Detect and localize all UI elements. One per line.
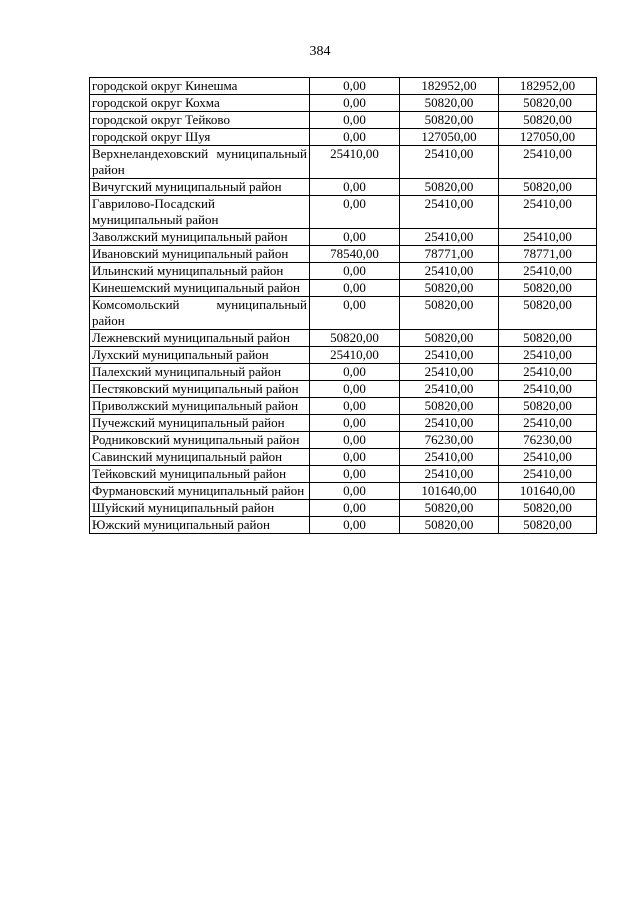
value-cell-1: 0,00: [310, 112, 400, 129]
row-name-cell: Тейковский муниципальный район: [90, 466, 310, 483]
value-cell-1: 0,00: [310, 381, 400, 398]
table-row: [90, 112, 597, 129]
page-number: 384: [309, 44, 331, 59]
table-row: [90, 146, 597, 179]
row-name-cell: Приволжский муниципальный район: [90, 398, 310, 415]
value-cell-2: 25410,00: [400, 229, 499, 246]
value-cell-1: 0,00: [310, 398, 400, 415]
row-name-cell: городской округ Шуя: [90, 129, 310, 146]
value-cell-2: 50820,00: [400, 179, 499, 196]
row-name-cell: Лежневский муниципальный район: [90, 330, 310, 347]
row-name-cell: Кинешемский муниципальный район: [90, 280, 310, 297]
value-cell-2: 50820,00: [400, 280, 499, 297]
value-cell-2: 25410,00: [400, 381, 499, 398]
value-cell-2: 50820,00: [400, 297, 499, 330]
value-cell-2: 50820,00: [400, 95, 499, 112]
value-cell-2: 78771,00: [400, 246, 499, 263]
value-cell-3: 101640,00: [499, 483, 597, 500]
value-cell-3: 25410,00: [499, 449, 597, 466]
table-row: [90, 449, 597, 466]
value-cell-3: 50820,00: [499, 95, 597, 112]
value-cell-1: 25410,00: [310, 146, 400, 179]
row-name-cell: Савинский муниципальный район: [90, 449, 310, 466]
value-cell-2: 25410,00: [400, 263, 499, 280]
table-row: [90, 246, 597, 263]
table-row: [90, 280, 597, 297]
table-row: [90, 432, 597, 449]
table-row: [90, 517, 597, 534]
value-cell-2: 25410,00: [400, 364, 499, 381]
row-name-cell: Вичугский муниципальный район: [90, 179, 310, 196]
value-cell-3: 50820,00: [499, 517, 597, 534]
value-cell-3: 25410,00: [499, 229, 597, 246]
value-cell-3: 78771,00: [499, 246, 597, 263]
row-name-cell: Шуйский муниципальный район: [90, 500, 310, 517]
value-cell-3: 50820,00: [499, 398, 597, 415]
value-cell-2: 50820,00: [400, 398, 499, 415]
value-cell-3: 50820,00: [499, 297, 597, 330]
value-cell-2: 127050,00: [400, 129, 499, 146]
value-cell-3: 25410,00: [499, 263, 597, 280]
value-cell-1: 50820,00: [310, 330, 400, 347]
table-row: [90, 297, 597, 330]
value-cell-3: 50820,00: [499, 500, 597, 517]
value-cell-1: 25410,00: [310, 347, 400, 364]
table-row: [90, 466, 597, 483]
table-row: [90, 330, 597, 347]
table-row: [90, 500, 597, 517]
data-table: [89, 77, 597, 534]
value-cell-1: 0,00: [310, 297, 400, 330]
value-cell-2: 50820,00: [400, 330, 499, 347]
value-cell-3: 50820,00: [499, 179, 597, 196]
value-cell-1: 0,00: [310, 263, 400, 280]
table-body: [90, 78, 597, 534]
table-row: [90, 196, 597, 229]
value-cell-3: 182952,00: [499, 78, 597, 95]
row-name-cell: Лухский муниципальный район: [90, 347, 310, 364]
value-cell-3: 76230,00: [499, 432, 597, 449]
table-row: [90, 483, 597, 500]
value-cell-1: 78540,00: [310, 246, 400, 263]
value-cell-2: 25410,00: [400, 415, 499, 432]
value-cell-3: 25410,00: [499, 347, 597, 364]
table-row: [90, 95, 597, 112]
value-cell-1: 0,00: [310, 229, 400, 246]
row-name-cell: Заволжский муниципальный район: [90, 229, 310, 246]
value-cell-1: 0,00: [310, 500, 400, 517]
value-cell-1: 0,00: [310, 78, 400, 95]
value-cell-1: 0,00: [310, 449, 400, 466]
value-cell-2: 25410,00: [400, 196, 499, 229]
value-cell-2: 182952,00: [400, 78, 499, 95]
table-row: [90, 179, 597, 196]
value-cell-3: 50820,00: [499, 112, 597, 129]
value-cell-2: 25410,00: [400, 347, 499, 364]
row-name-cell: Родниковский муниципальный район: [90, 432, 310, 449]
value-cell-2: 101640,00: [400, 483, 499, 500]
row-name-cell: Пестяковский муниципальный район: [90, 381, 310, 398]
value-cell-1: 0,00: [310, 483, 400, 500]
value-cell-1: 0,00: [310, 415, 400, 432]
row-name-cell: городской округ Тейково: [90, 112, 310, 129]
table-row: [90, 129, 597, 146]
table-row: [90, 364, 597, 381]
value-cell-2: 50820,00: [400, 517, 499, 534]
value-cell-3: 25410,00: [499, 196, 597, 229]
table-row: [90, 229, 597, 246]
value-cell-1: 0,00: [310, 517, 400, 534]
value-cell-3: 25410,00: [499, 415, 597, 432]
value-cell-3: 127050,00: [499, 129, 597, 146]
table-row: [90, 347, 597, 364]
value-cell-1: 0,00: [310, 179, 400, 196]
row-name-cell: городской округ Кохма: [90, 95, 310, 112]
row-name-cell: городской округ Кинешма: [90, 78, 310, 95]
value-cell-3: 25410,00: [499, 466, 597, 483]
row-name-cell: Пучежский муниципальный район: [90, 415, 310, 432]
row-name-cell: Фурмановский муниципальный район: [90, 483, 310, 500]
value-cell-2: 50820,00: [400, 112, 499, 129]
row-name-cell: Верхнеландеховский муниципальный район: [90, 146, 310, 179]
value-cell-3: 25410,00: [499, 146, 597, 179]
table-row: [90, 415, 597, 432]
value-cell-1: 0,00: [310, 364, 400, 381]
value-cell-2: 25410,00: [400, 466, 499, 483]
value-cell-1: 0,00: [310, 432, 400, 449]
value-cell-3: 50820,00: [499, 280, 597, 297]
value-cell-3: 25410,00: [499, 381, 597, 398]
value-cell-1: 0,00: [310, 95, 400, 112]
row-name-cell: Ильинский муниципальный район: [90, 263, 310, 280]
table-row: [90, 263, 597, 280]
row-name-cell: Южский муниципальный район: [90, 517, 310, 534]
row-name-cell: Ивановский муниципальный район: [90, 246, 310, 263]
table-row: [90, 381, 597, 398]
value-cell-1: 0,00: [310, 196, 400, 229]
value-cell-3: 25410,00: [499, 364, 597, 381]
table-row: [90, 398, 597, 415]
row-name-cell: Палехский муниципальный район: [90, 364, 310, 381]
row-name-cell: Гаврилово-Посадский муниципальный район: [90, 196, 310, 229]
value-cell-2: 50820,00: [400, 500, 499, 517]
value-cell-2: 25410,00: [400, 146, 499, 179]
value-cell-2: 25410,00: [400, 449, 499, 466]
value-cell-1: 0,00: [310, 466, 400, 483]
table-row: [90, 78, 597, 95]
value-cell-3: 50820,00: [499, 330, 597, 347]
value-cell-1: 0,00: [310, 280, 400, 297]
row-name-cell: Комсомольский муниципальный район: [90, 297, 310, 330]
value-cell-1: 0,00: [310, 129, 400, 146]
value-cell-2: 76230,00: [400, 432, 499, 449]
